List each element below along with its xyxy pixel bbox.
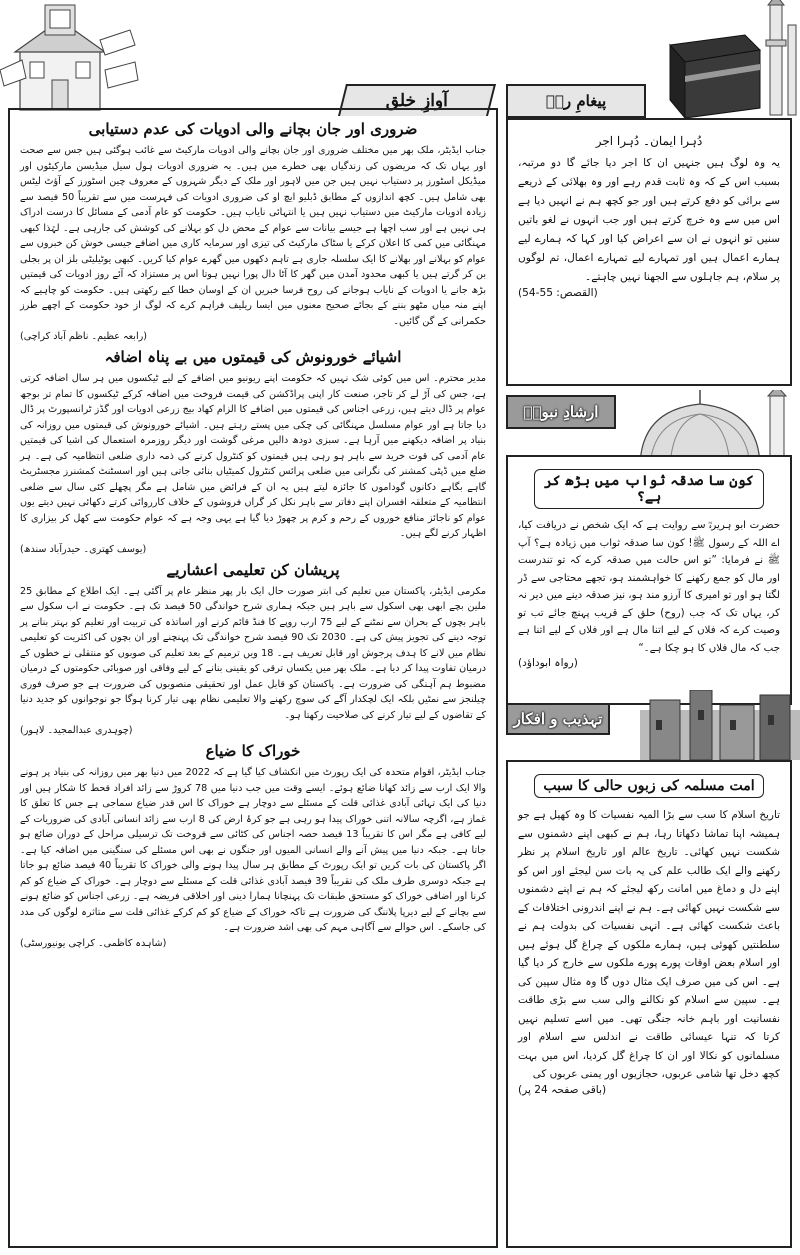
box-body: تاریخ اسلام کا سب سے بڑا المیہ نفسیات کا وہ کھیل ہے جو ہمیشہ اپنا تماشا دکھاتا رہا، ہم نے کبھی اپنے دشمنوں سے شکست نہیں کھائی۔ تاریخ عالم اور تاریخ اسلام پر نظر رکھنے والے ایک طالب علم کی یہ بات سن لیجئے اور اس کو اپنے دل و دماغ میں امانت رکھ لیجئے کہ ہم نے اپنے دشمنوں سے شکست نہیں کھائی ہے۔ ہم نے اپنے اندرونی اختلافات کے باعث شکست کھائی ہے۔ انہی نفسیات کی بدولت ہم نے سلطنتیں کھوئی ہیں، ہمارے ملکوں کے چراغ گل ہوئے ہیں اور اسلام بعض اوقات پورے پورے ملکوں سے خارج کر دیا گیا ہے۔ اس کی میں صرف ایک مثال دوں گا وہ مثال سپین کی ہے۔ سپین سے اسلام کو نکالنے والی سب سے بڑی طاقت نفسانیت اور باہم خانہ جنگی تھی۔ میں اسے تسلیم نہیں کرتا کہ تنہا عیسائی طاقت نے اندلس سے اسلام اور مسلمانوں کو نکالا اور ان کا چراغ گل کردیا، اس میں بہت کچھ دخل تھا شامی عربوں، حجازیوں اور یمنی عربوں کی	[518, 809, 780, 1080]
box-title: امت مسلمہ کی زبوں حالی کا سبب	[534, 774, 765, 798]
article-byline: (رابعہ عظیم۔ ناظم آباد کراچی)	[20, 331, 147, 342]
box-title: دُہرا ایمان۔ دُہرا اجر	[595, 134, 703, 148]
article-byline: (یوسف کھتری۔ حیدرآباد سندھ)	[20, 543, 147, 555]
article-body: مکرمی ایڈیٹر، پاکستان میں تعلیم کی ابتر صورت حال ایک بار پھر منظر عام پر آگئی ہے۔ ایک اطلاع کے مطابق 25 ملین بچے ابھی بھی اسکول سے باہر ہیں جبکہ ہماری شرح خواندگی 50 فیصد تک ہے۔ حکومت نے اب سکول سے باہر بچوں کے بحران سے نمٹنے کے لیے 75 ارب روپے کا فنڈ قائم کرنے اور اساتذہ کی تربیت اور تعلیم کو بہتر بنانے پر توجہ دینے کی تجویز پیش کی ہے۔ 2030 تک 90 فیصد شرح خواندگی تک پہنچنے اور ان بچوں کی اکثریت کو تعلیمی نظام میں لانے کا ہدف پرجوش اور قابل تعریف ہے۔ 18 ویں ترمیم کے بعد تعلیم کی صوبوں کو منتقلی نے خطوں کے درمیان تفاوت پیدا کر دیا ہے۔ ملک بھر میں یکساں ترقی کو یقینی بنانے کے لیے وفاقی اور صوبائی حکومتوں کے درمیان مضبوط ہم آہنگی کی ضرورت ہے۔ پاکستان کو قابل عمل اور تحقیقی منصوبوں کی ضرورت ہے جو صرف فوری چیلنجز سے نمٹیں بلکہ ایک لچکدار آگے کی سوچ رکھنے والا تعلیمی نظام بھی تیار کرنا ہوگا جو نوجوانوں کو جدید دنیا کے تقاضوں کے لیے تیار کرنے کی صلاحیت رکھتا ہو۔	[20, 585, 487, 721]
post-office-illustration	[0, 0, 140, 112]
box-reference: (رواہ ابوداؤد)	[518, 657, 578, 669]
box-body: یہ وہ لوگ ہیں جنہیں ان کا اجر دیا جائے گا دو مرتبہ، بسبب اس کے کہ وہ ثابت قدم رہے اور وہ بھلائی کے ذریعے سے برائی کو دفع کرتے ہیں اور جو کچھ ہم نے انہیں دیا ہے اس میں سے وہ خرچ کرتے ہیں اور جب انہوں نے لغو باتیں سنیں تو انہوں نے ان سے اعراض کیا اور کہا کہ ہمارے لیے ہمارے اعمال ہیں اور تمہارے لیے تمہارے اعمال، تم لوگوں پر سلام، ہم جاہلوں سے الجھنا نہیں چاہتے۔	[518, 157, 780, 283]
article-title: ضروری اور جان بچانے والی ادویات کی عدم دستیابی	[88, 120, 418, 138]
section-tab-tahzeeb-o-afkar	[506, 703, 610, 735]
box-reference: (باقی صفحہ 24 پر)	[518, 1083, 607, 1096]
section-title: پیغامِ ربؐ	[545, 92, 607, 110]
letters-column	[8, 108, 498, 1248]
section-title: آوازِ خلق	[385, 91, 448, 111]
quran-verse-box	[506, 118, 792, 386]
box-reference: (القصص: 55-54)	[518, 287, 598, 299]
article-body: مدیر محترم۔ اس میں کوئی شک نہیں کہ حکومت اپنے ریونیو میں اضافے کے لیے ٹیکسوں میں ہر سال اضافہ کرتی ہے، جس کی آڑ لے کر تاجر، صنعت کار اپنی پراڈکشن کی قیمت فروخت میں اضافہ کرکے ٹیکسوں کا تمام تر بوجھ عوام پر ڈال دیتے ہیں، زرعی اجناس کی قیمتوں میں اضافے کا الزام کھاد بیج زرعی ادویات اور گڈز ٹرانسپورٹ پر ڈال دیا جاتا ہے اور عوام مسلسل مہنگائی کی چکی میں پستے رہتے ہیں۔ اشیائے خورونوش کی قیمتوں میں روزانہ کی بنیاد پر اضافہ دیکھنے میں آرہا ہے۔ سبزی دودھ دالیں مرغی گوشت اور دیگر روزمرہ استعمال کی اشیا کی قیمتیں عام آدمی کی قوت خرید سے باہر ہو رہی ہیں قیمتوں کو کنٹرول کرنے کی ذمہ داری ضلعی انتظامیہ کی ہے۔ ہر ضلع میں ڈپٹی کمشنر کی نگرانی میں ضلعی پرائس کنٹرول کمیٹیاں بنائی جاتی ہیں اور اسسٹنٹ کمشنرز مجسٹریٹ گاہے بگاہے دکانوں گوداموں کا جائزہ لیتے ہیں یہ ان کے فرائض میں شامل ہے مگر پچھلے کئی سال سے ضلعی انتظامیہ کے متعلقہ افسران اپنے دفاتر سے باہر نکل کر گراں فروشوں کے خلاف کارروائی کرتے دکھائی نہیں دیتے یوں عوام کو ناجائز منافع خوروں کے رحم و کرم پر چھوڑ دیا گیا ہے یہی وجہ ہے کہ عوام حکومت سے کھل کر بیزاری کا اظہار کرنے لگے ہیں۔	[20, 373, 486, 539]
essay-box	[506, 760, 792, 1248]
letter-article	[20, 742, 486, 951]
old-city-illustration	[640, 690, 800, 760]
box-body: حضرت ابو ہریرہؓ سے روایت ہے کہ ایک شخص نے دریافت کیا، اے اللہ کے رسول ﷺ! کون سا صدقہ ثواب میں زیادہ ہے؟ آپ ﷺ نے فرمایا: ”تو اس حالت میں صدقہ کرے کہ تو تندرست اور مال کو جمع رکھنے کا خواہشمند ہو، تجھے محتاجی سے ڈر لگتا ہو اور تو امیری کا آرزو مند ہو، نیز صدقہ دینے میں دیر نہ کر، یہاں تک کہ جب (روح) حلق کے قریب پہنچ جائے تب تو وصیت کرے کہ فلاں کے لیے اتنا مال ہے اور فلاں کے لیے اتنا ہے جب کہ مال فلاں کا ہو چکا ہے۔“	[517, 520, 780, 654]
article-title: خوراک کا ضیاع	[205, 742, 301, 760]
box-title: کون سا صدقہ ثواب میں بڑھ کر ہے؟	[534, 469, 765, 509]
section-title: تہذیب و افکار	[513, 710, 603, 728]
section-tab-paigham-e-rab	[506, 84, 646, 118]
article-body: جناب ایڈیٹر، اقوام متحدہ کی ایک رپورٹ میں انکشاف کیا گیا ہے کہ 2022 میں دنیا بھر میں روزانہ کی بنیاد پر ہونے والا ایک ارب سے زائد کھانا ضائع ہوئے۔ ایسے وقت میں جب دنیا میں 78 کروڑ سے زائد افراد قحط کا شکار ہیں اور دنیا کی ایک تہائی آبادی غذائی قلت کے مسئلے سے دوچار ہے خوراک کا اس قدر ضیاع سماجی ہے جس کا تعلق کا غماز ہے، اگرچہ سالانہ اتنی خوراک پیدا ہو رہی ہے جو کرۂ ارض کی 8 ارب سے زائد انسانی آبادی کی ضروریات کے لیے کافی ہے مگر اس کا تقریباً 13 فیصد حصہ اجناس کی کٹائی سے فروخت تک ترسیلی مراحل کے دوران ضائع ہو جاتا ہے۔ جبکہ دنیا میں پیش آنے والے انسانی المیوں اور جنگوں نے بھی اس مسئلے کی سنگینی میں اضافہ کیا ہے۔ اگر پاکستان کی بات کریں تو ایک رپورٹ کے مطابق ہر سال پیدا ہونے والی خوراک کا تقریباً 40 فیصد ضائع ہو جاتا ہے جبکہ دوسری طرف ملک کی تقریباً 39 فیصد آبادی غذائی قلت کے مسئلے سے دوچار ہے۔ خوراک کے ضیاع کو کم کرنا اور اضافی خوراک کو مستحق طبقات تک پہنچانا ہمارا دینی اور اخلاقی فریضہ ہے۔ زرعی اجناس کو ضائع ہونے سے بچانے کے لیے دیرپا پلاننگ کی ضرورت ہے تاکہ خوراک کے ضیاع کو کم کرکے غذائی قلت سے متاثرہ لوگوں کی مدد کی جاسکے۔ اس حوالے سے آگاہی مہم کی بھی اشد ضرورت ہے۔	[20, 767, 487, 933]
kaaba-minaret-illustration	[650, 0, 800, 130]
letter-article	[20, 348, 486, 557]
article-body: جناب ایڈیٹر، ملک بھر میں مختلف ضروری اور جان بچانے والی ادویات مارکیٹ سے غائب ہوگئی ہیں جس سے صحت اور یہاں تک کہ مریضوں کی زندگیاں بھی خطرے میں ہیں۔ یہ ضروری ادویات ہول سیل میڈیسن مارکیٹوں اور میڈیکل اسٹورز پر دستیاب نہیں ہیں جن میں لاہور اور ملک کے دیگر شہروں کے معروف چین اسٹورز کے آؤٹ لیٹس بھی شامل ہیں۔ کچھ اندازوں کے مطابق ڈبلیو ایچ او کی ضروری ادویات کی فہرست میں سے تقریباً 50 فیصد سے زیادہ ادویات مارکیٹ میں دستیاب نہیں ہیں یا انتہائی نایاب ہیں۔ حکومت کو عام آدمی کے مسائل کا درست ادراک ہی نہیں ہے اور سب اچھا ہے جیسے بیانات سے عوام کے محض دل کو بہلانے کی کوشش کی جارہی ہے۔ لہٰذا کبھی مہنگائی میں کمی کا اعلان کرکے یا سٹاک مارکیٹ کی تیزی اور سرمایہ کاری میں اضافے جیسی خوش کن خبروں سے عوام کو بہلانے اور بھلانے کا ایک سلسلہ جاری ہے تاہم دکھوں میں گھرے عوام کیا کریں۔ کبھی یوٹیلیٹی بلز ان پر بجلی بن کر گرتے ہیں یا کبھی محدود آمدن میں گھر کا آٹا دال پورا نہیں ہوتا اس پر مستزاد کہ آئے روز ادویات کی قیمتیں بڑھ جانے یا ادویات کے نایاب ہوجانے کی روح فرسا خبریں ان کے اوسان خطا کیے رکھتی ہیں۔ حکومت کو چاہیے کہ اپنے منہ میاں مٹھو بننے کے بجائے صحیح معنوں میں ایسا ریلیف فراہم کرے کہ لوگ از خود حکومت کے اچھے طرز حکمرانی کے گن گائیں۔	[20, 145, 486, 327]
letter-article	[20, 120, 486, 344]
article-title: پریشان کن تعلیمی اعشاریے	[166, 560, 340, 579]
section-tab-irshad-e-nabvi	[506, 395, 616, 429]
article-byline: (شاہدہ کاظمی۔ کراچی یونیورسٹی)	[20, 937, 167, 949]
hadith-box	[506, 455, 792, 705]
article-title: اشیائے خورونوش کی قیمتوں میں بے پناہ اضافہ	[104, 348, 402, 366]
section-title: ارشادِ نبویؐ	[523, 403, 599, 421]
letter-article	[20, 561, 486, 739]
article-byline: (چوہدری عبدالمجید۔ لاہور)	[20, 725, 133, 736]
